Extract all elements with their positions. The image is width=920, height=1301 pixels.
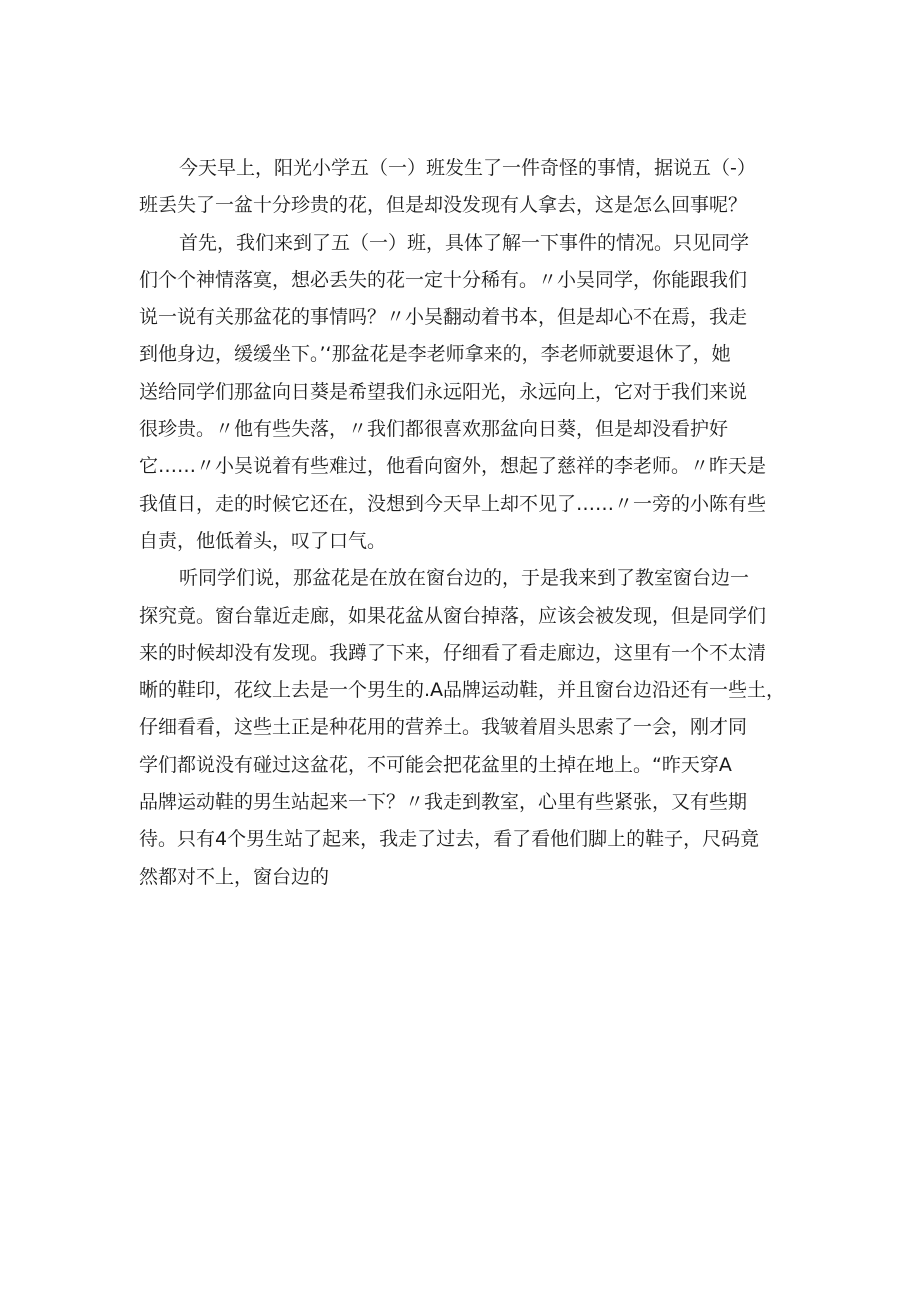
text-line: 听同学们说，那盆花是在放在窗台边的，于是我来到了教室窗台边一: [179, 567, 750, 590]
text-line: 自责，他低着头，叹了口气。: [139, 529, 387, 552]
text-line: 说一说有关那盆花的事情吗？〃小吴翻动着书本，但是却心不在焉，我走: [139, 306, 748, 329]
text-line: 晰的鞋印，花纹上去是一个男生的.A品牌运动鞋，并且窗台边沿还有一些土，: [139, 679, 786, 702]
text-line: 今天早上，阳光小学五（一）班发生了一件奇怪的事情，据说五（-）: [179, 157, 756, 179]
paragraph-1: [139, 150, 787, 225]
text-line: 探究竟。窗台靠近走廊，如果花盆从窗台掉落，应该会被发现，但是同学们: [139, 604, 767, 627]
paragraph-2: [139, 225, 787, 561]
text-line: 班丢失了一盆十分珍贵的花，但是却没发现有人拿去，这是怎么回事呢？: [139, 194, 748, 217]
text-line: 我值日，走的时候它还在，没想到今天早上却不见了……〃一旁的小陈有些: [139, 492, 767, 515]
text-line: 学们都说没有碰过这盆花，不可能会把花盆里的土掉在地上。“昨天穿A: [139, 753, 732, 776]
text-line: 品牌运动鞋的男生站起来一下？〃我走到教室，心里有些紧张，又有些期: [139, 791, 748, 814]
text-line: 送给同学们那盆向日葵是希望我们永远阳光，永远向上，它对于我们来说: [139, 380, 748, 403]
document-body: [139, 150, 787, 896]
text-line: 然都对不上，窗台边的: [139, 865, 330, 888]
text-line: 待。只有4个男生站了起来，我走了过去，看了看他们脚上的鞋子，尺码竟: [139, 828, 760, 851]
text-line: 们个个神情落寞，想必丢失的花一定十分稀有。〃小吴同学，你能跟我们: [139, 268, 748, 291]
text-line: 首先，我们来到了五（一）班，具体了解一下事件的情况。只见同学: [179, 231, 750, 254]
text-line: 到他身边，缓缓坐下。’‘那盆花是李老师拿来的，李老师就要退休了，她: [139, 343, 731, 366]
text-line: 它……〃小吴说着有些难过，他看向窗外，想起了慈祥的李老师。〃昨天是: [139, 455, 767, 478]
text-line: 仔细看看，这些土正是种花用的营养土。我皱着眉头思索了一会，刚才同: [139, 716, 748, 739]
text-line: 很珍贵。〃他有些失落，〃我们都很喜欢那盆向日葵，但是却没看护好: [139, 418, 729, 441]
text-line: 来的时候却没有发现。我蹲了下来，仔细看了看走廊边，这里有一个不太清: [139, 641, 767, 664]
paragraph-3: [139, 560, 787, 896]
